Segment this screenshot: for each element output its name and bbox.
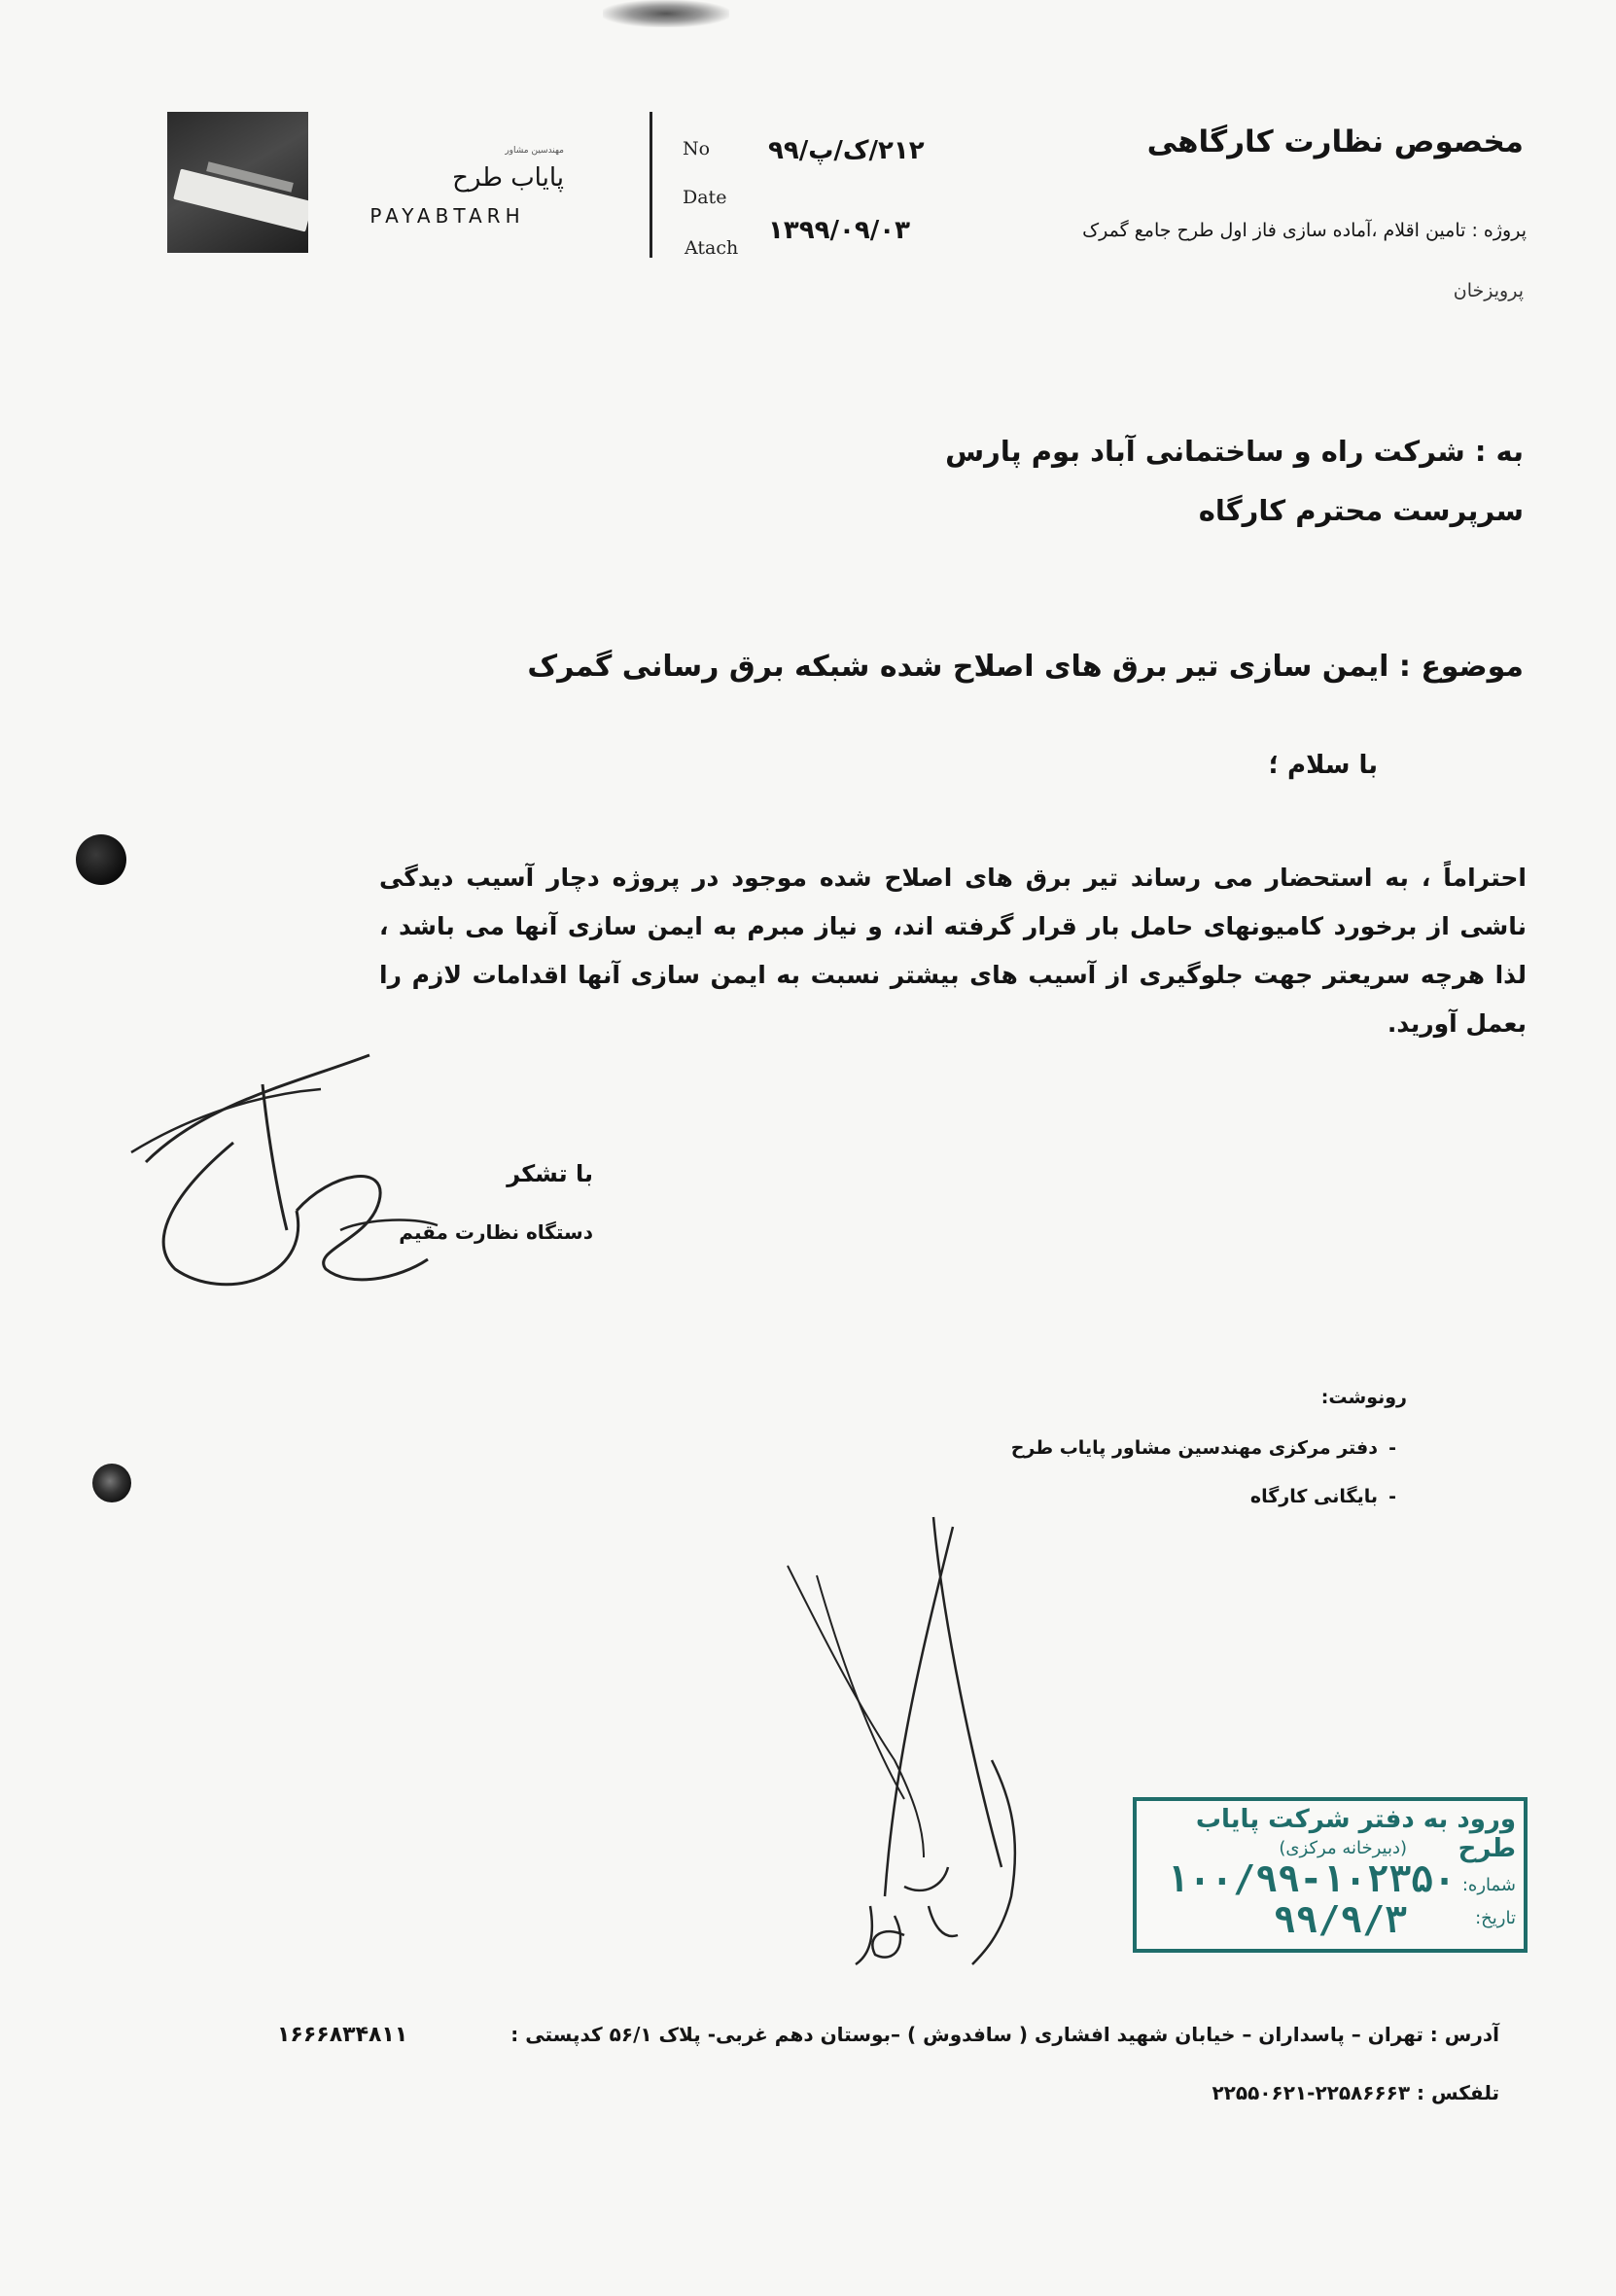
atach-label: Atach: [685, 237, 739, 259]
letter-number: ۲۱۲/ک/پ/۹۹: [768, 136, 925, 165]
logo-name-en: PAYABTARH: [369, 204, 525, 228]
stamp-date: ۹۹/۹/۳: [1273, 1898, 1407, 1941]
signer: دستگاه نظارت مقیم: [399, 1220, 593, 1244]
signature: [778, 1507, 1070, 1994]
stamp-title: ورود به دفتر شرکت پایاب طرح: [1195, 1805, 1516, 1863]
cc-dash: -: [1388, 1486, 1396, 1507]
logo-subtitle: مهندسین مشاور: [505, 146, 564, 156]
signature: [117, 1045, 467, 1298]
cc-dash: -: [1388, 1437, 1396, 1459]
cc-title: رونوشت:: [1320, 1387, 1407, 1408]
recipient: به : شرکت راه و ساختمانی آباد بوم پارس: [945, 435, 1524, 468]
stamp-subtitle: (دبیرخانه مرکزی): [1279, 1838, 1407, 1858]
stamp-date-label: تاریخ:: [1475, 1908, 1516, 1928]
stamp-number-label: شماره:: [1461, 1875, 1516, 1895]
footer-address: [510, 2023, 1499, 2046]
closing: با تشکر: [507, 1160, 593, 1187]
logo-name-fa: پاياب طرح: [452, 163, 564, 193]
footer-phone: تلفکس : ۲۲۵۸۶۶۶۳-۲۲۵۵۰۶۲۱: [1212, 2081, 1499, 2104]
cc-item: دفتر مرکزی مهندسین مشاور پایاب طرح: [1010, 1437, 1378, 1459]
header-title: مخصوص نظارت کارگاهی: [1146, 124, 1524, 159]
header-divider: [650, 112, 652, 258]
punch-hole: [92, 1464, 131, 1502]
stamp-number: ۱۰۰/۹۹-۱۰۲۳۵۰: [1166, 1857, 1456, 1900]
registry-stamp: [1133, 1797, 1528, 1953]
greeting: با سلام ؛: [1268, 751, 1378, 780]
address-text: آدرس : تهران – پاسداران – خیابان شهید افشاری ( سافدوش ) –بوستان دهم غربی- پلاک ۵۶/۱ کدپستی :: [510, 2023, 1499, 2046]
letter-date: ۱۳۹۹/۰۹/۰۳: [768, 216, 910, 245]
letter-body: احتراماً ، به استحضار می رساند تیر برق های اصلاح شده موجود در پروژه دچار آسیب دیدگی ناشی از برخورد کامیونهای حامل بار قرار گرفته اند، و نیاز مبرم به ایمن سازی آنها می باشد ، لذا هرچه سریعتر جهت جلوگیری از آسیب های بیشتر نسبت به ایمن سازی آنها اقدامات لازم را بعمل آورید.: [379, 864, 1527, 1038]
date-label: Date: [683, 187, 727, 208]
company-logo: [167, 112, 308, 253]
punch-hole: [76, 834, 126, 885]
project-subline: پرویزخان: [1453, 280, 1524, 301]
project-line: پروژه : تامین اقلام ،آماده سازی فاز اول طرح جامع گمرک: [1082, 220, 1527, 241]
scan-smudge: [603, 0, 729, 27]
no-label: No: [683, 138, 711, 159]
postal-code: ۱۶۶۶۸۳۴۸۱۱: [277, 2023, 408, 2047]
cc-item: بایگانی کارگاه: [1249, 1486, 1378, 1507]
recipient-title: سرپرست محترم کارگاه: [1198, 494, 1524, 527]
subject-line: موضوع : ایمن سازی تیر برق های اصلاح شده شبکه برق رسانی گمرک: [527, 650, 1524, 684]
